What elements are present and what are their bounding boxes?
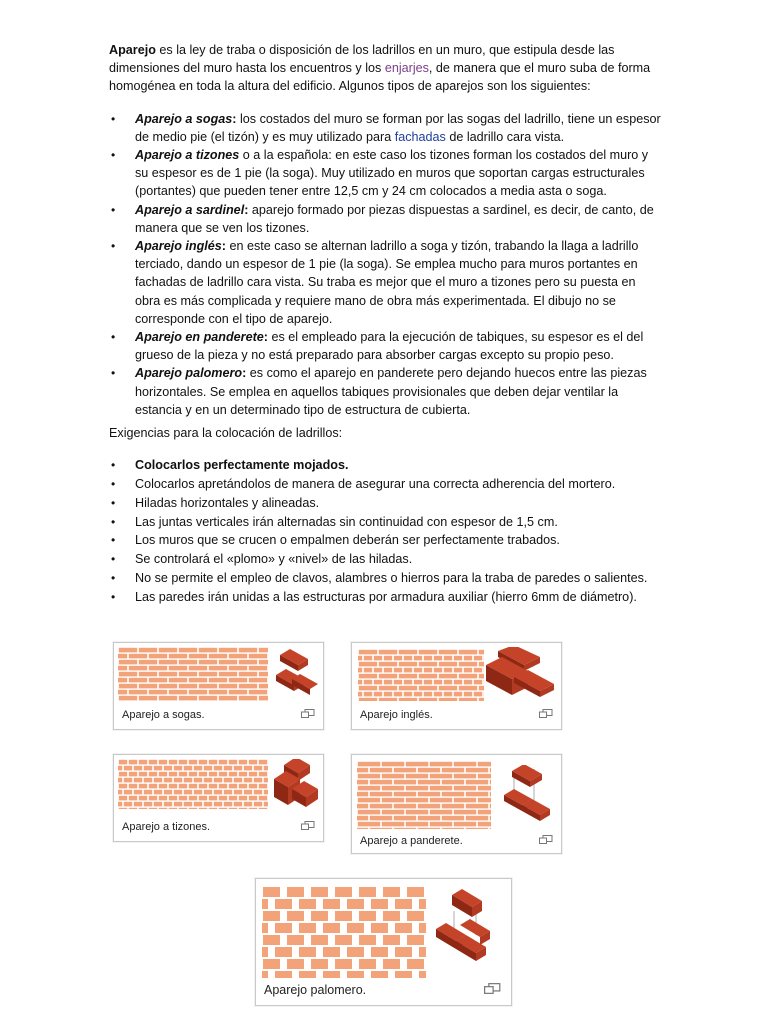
list-item [109,550,661,568]
figure-aparejo-ingles[interactable] [351,642,562,730]
list-item [109,475,661,493]
figure-aparejo-palomero[interactable] [255,878,512,1006]
figure-caption: Aparejo palomero. [264,983,367,997]
brick-wall-image [357,761,491,829]
brick-wall-image [118,647,268,701]
requirement-text: No se permite el empleo de clavos, alambres o hierros para la traba de paredes o salientes. [135,571,648,586]
requirement-text: Se controlará el «plomo» y «nivel» de las hiladas. [135,552,413,567]
type-name: Aparejo a sardinel [135,202,245,217]
type-suffix: : [221,239,226,254]
brick-wall-image [358,649,484,701]
intro-term: Aparejo [109,43,156,57]
intro-text-end: , de manera que el muro suba de forma homogénea en toda la altura del edificio. Algunos tipos de aparejos son los siguientes: [109,61,651,94]
list-item [109,531,661,549]
type-name: Aparejo a tizones [135,148,240,163]
requirements-title: Exigencias para la colocación de ladrillos: [109,426,343,441]
enlarge-icon[interactable] [539,835,553,844]
requirement-text: Colocarlos perfectamente mojados. [135,458,349,473]
type-suffix: : [263,330,268,345]
brick-isometric-image [500,765,558,825]
requirement-text: Colocarlos apretándolos de manera de asegurar una correcta adherencia del mortero. [135,477,616,492]
enlarge-icon[interactable] [301,709,315,718]
type-desc: en este caso se alternan ladrillo a soga y tizón, trabando la llaga a ladrillo terciado, dando un espesor de 1 pie (la soga). Se emplea mucho para muros portantes en fachadas de ladrillo cara vista. Su traba es mejor que el muro a tizones pero su puesta en obra es más complicada y requiere mano de obra más experimentada. El dibujo no se corresponde con el tipo de aparejo. [135,239,639,326]
article-body [109,41,661,607]
brick-isometric-image [484,647,558,703]
figure-aparejo-sogas[interactable] [113,642,324,730]
requirement-text: Las juntas verticales irán alternadas sin continuidad con espesor de 1,5 cm. [135,514,558,529]
brick-wall-image [118,759,268,809]
list-item [109,513,661,531]
enlarge-icon[interactable] [301,821,315,830]
list-item [109,364,661,419]
type-suffix: : [244,202,249,217]
brick-wall-image [262,886,426,978]
enlarge-icon[interactable] [539,709,553,718]
enjarjes-link[interactable]: enjarjes [384,61,429,76]
list-item [109,588,661,606]
intro-paragraph [109,41,661,96]
figure-aparejo-tizones[interactable] [113,754,324,842]
type-suffix: : [232,111,237,126]
figure-caption: Aparejo a sogas. [122,709,205,721]
list-item [109,328,661,364]
list-item [109,110,661,146]
type-desc: los costados del muro se forman por las sogas del ladrillo, tiene un espesor de medio pie (el tizón) y es muy utilizado para [135,111,661,144]
brick-isometric-image [430,885,506,975]
requirement-text: Las paredes irán unidas a las estructuras por armadura auxiliar (hierro 6mm de diámetro). [135,589,637,604]
figure-caption: Aparejo inglés. [360,709,433,721]
type-name: Aparejo inglés [135,239,222,254]
type-desc: o a la española: en este caso los tizones forman los costados del muro y su espesor es de 1 pie (la soga). Muy utilizado en muros que soportan cargas estructurales (portantes) que pueden tener entre 12,5 cm y 24 cm colocados a media asta o soga. [135,148,649,199]
figure-caption: Aparejo a panderete. [360,835,463,847]
list-item [109,494,661,512]
figure-caption: Aparejo a tizones. [122,821,211,833]
type-desc: es como el aparejo en panderete pero dejando huecos entre las piezas horizontales. Se emplea en aquellos tabiques provisionales que deben dejar ventilar la estancia y en un determinado tipo de estructura de cubierta. [135,366,647,417]
list-item [109,456,661,474]
bond-types-list [109,110,661,419]
brick-isometric-image [274,649,320,699]
list-item [109,146,661,201]
brick-isometric-image [270,759,320,811]
intro-text: es la ley de traba o disposición de los ladrillos en un muro, que estipula desde las dimensiones del muro hasta los encuentros y los [109,43,615,76]
requirement-text: Los muros que se crucen o empalmen deberán ser perfectamente trabados. [135,533,560,548]
requirements-list [109,456,661,606]
type-name: Aparejo palomero [135,366,243,381]
list-item [109,201,661,237]
enlarge-icon[interactable] [484,983,501,994]
requirement-text: Hiladas horizontales y alineadas. [135,495,320,510]
type-name: Aparejo en panderete [135,330,264,345]
type-name: Aparejo a sogas [135,111,233,126]
figure-aparejo-panderete[interactable] [351,754,562,854]
fachadas-link[interactable]: fachadas [394,129,446,144]
type-desc: es el empleado para la ejecución de tabiques, su espesor es el del grueso de la pieza y no está preparado para absorber cargas excepto su propio peso. [135,330,644,363]
list-item [109,569,661,587]
type-suffix: : [242,366,247,381]
list-item [109,237,661,328]
type-desc: aparejo formado por piezas dispuestas a sardinel, es decir, de canto, de manera que se ven los tizones. [135,202,654,235]
type-desc-end: de ladrillo cara vista. [445,129,565,144]
